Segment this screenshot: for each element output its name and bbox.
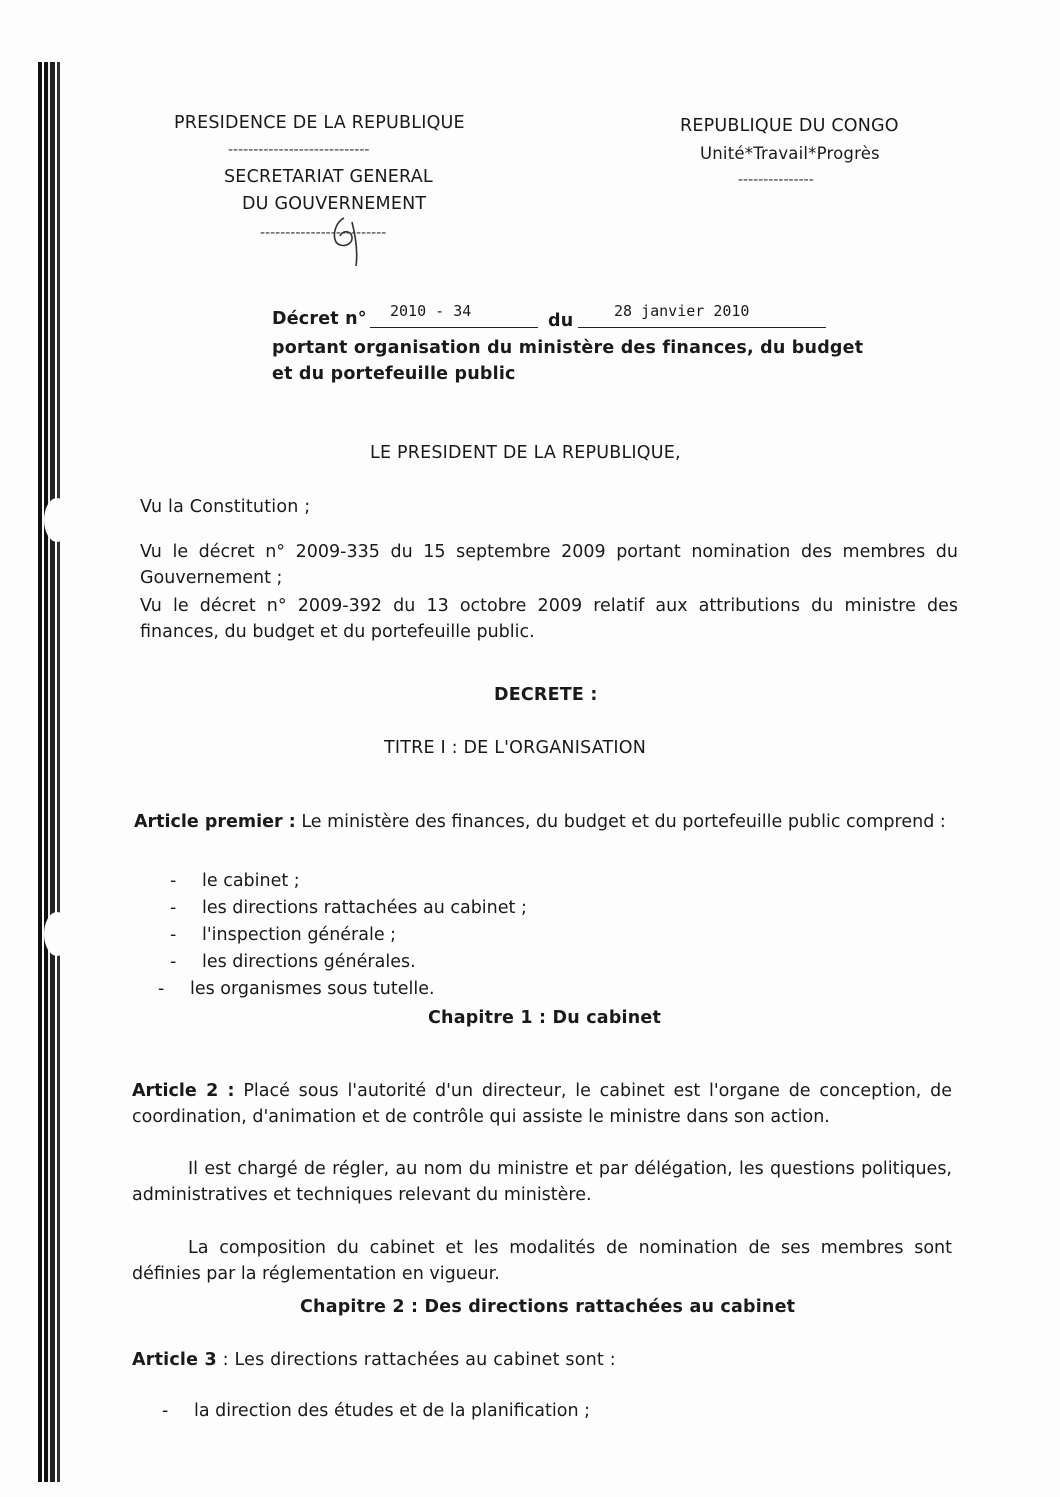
chapitre-1-heading: Chapitre 1 : Du cabinet [428, 1008, 662, 1028]
punch-hole [44, 498, 70, 542]
binding-strip [38, 62, 60, 1482]
decree-date: 28 janvier 2010 [614, 302, 750, 320]
article-1-text: Le ministère des finances, du budget et du portefeuille public comprend : [301, 811, 946, 832]
decree-date-line [578, 327, 826, 328]
article-1 [134, 809, 956, 835]
header-separator: ---------------------------- [228, 142, 370, 158]
article-3-list [162, 1401, 590, 1428]
article-2-para-2: Il est chargé de régler, au nom du ministre et par délégation, les questions politiques, administratives et techniques relevant du ministère. [132, 1158, 952, 1205]
list-item: - les directions rattachées au cabinet ; [170, 898, 527, 918]
visa-constitution: Vu la Constitution ; [140, 497, 311, 517]
decree-du: du [548, 311, 574, 331]
titre-1-heading: TITRE I : DE L'ORGANISATION [384, 738, 647, 758]
header-presidence: PRESIDENCE DE LA REPUBLIQUE [174, 113, 465, 133]
article-3 [132, 1350, 616, 1370]
article-2 [132, 1078, 952, 1130]
visa-decret-392: Vu le décret n° 2009-392 du 13 octobre 2009 relatif aux attributions du ministre des finances, du budget et du portefeuille public. [140, 595, 958, 642]
header-separator-2: ------------------------- [260, 225, 387, 241]
header-motto: Unité*Travail*Progrès [700, 144, 880, 163]
decree-subject-1: portant organisation du ministère des finances, du budget [272, 338, 864, 358]
header-republique: REPUBLIQUE DU CONGO [680, 116, 899, 136]
president-heading: LE PRESIDENT DE LA REPUBLIQUE, [370, 443, 681, 463]
article-3-text: : Les directions rattachées au cabinet sont : [222, 1350, 616, 1370]
list-item: - l'inspection générale ; [170, 925, 397, 945]
list-item: - les directions générales. [170, 952, 416, 972]
decree-number-line [370, 327, 538, 328]
list-item: - la direction des études et de la planification ; [162, 1401, 591, 1421]
decrete-heading: DECRETE : [494, 685, 598, 705]
list-item: - le cabinet ; [170, 871, 300, 891]
decree-number: 2010 - 34 [390, 302, 472, 320]
header-gouvernement: DU GOUVERNEMENT [242, 194, 427, 214]
article-2-para-3: La composition du cabinet et les modalités de nomination de ses membres sont définies par la réglementation en vigueur. [132, 1237, 952, 1284]
punch-hole [44, 912, 70, 956]
visa-decret-335: Vu le décret n° 2009-335 du 15 septembre 2009 portant nomination des membres du Gouvernement ; [140, 541, 958, 588]
decree-subject-2: et du portefeuille public [272, 364, 516, 384]
article-2-text: Placé sous l'autorité d'un directeur, le cabinet est l'organe de conception, de coordination, d'animation et de contrôle qui assiste le ministre dans son action. [132, 1080, 952, 1127]
article-2-label: Article 2 : [132, 1080, 235, 1101]
decree-label: Décret n° [272, 309, 367, 329]
list-item: - les organismes sous tutelle. [158, 979, 435, 999]
article-1-list [158, 871, 527, 1006]
article-1-label: Article premier : [134, 811, 296, 832]
handwritten-mark [322, 212, 372, 270]
chapitre-2-heading: Chapitre 2 : Des directions rattachées au cabinet [300, 1297, 796, 1317]
header-secretariat: SECRETARIAT GENERAL [224, 167, 433, 187]
article-3-label: Article 3 [132, 1350, 217, 1370]
header-separator-right: --------------- [738, 172, 814, 188]
